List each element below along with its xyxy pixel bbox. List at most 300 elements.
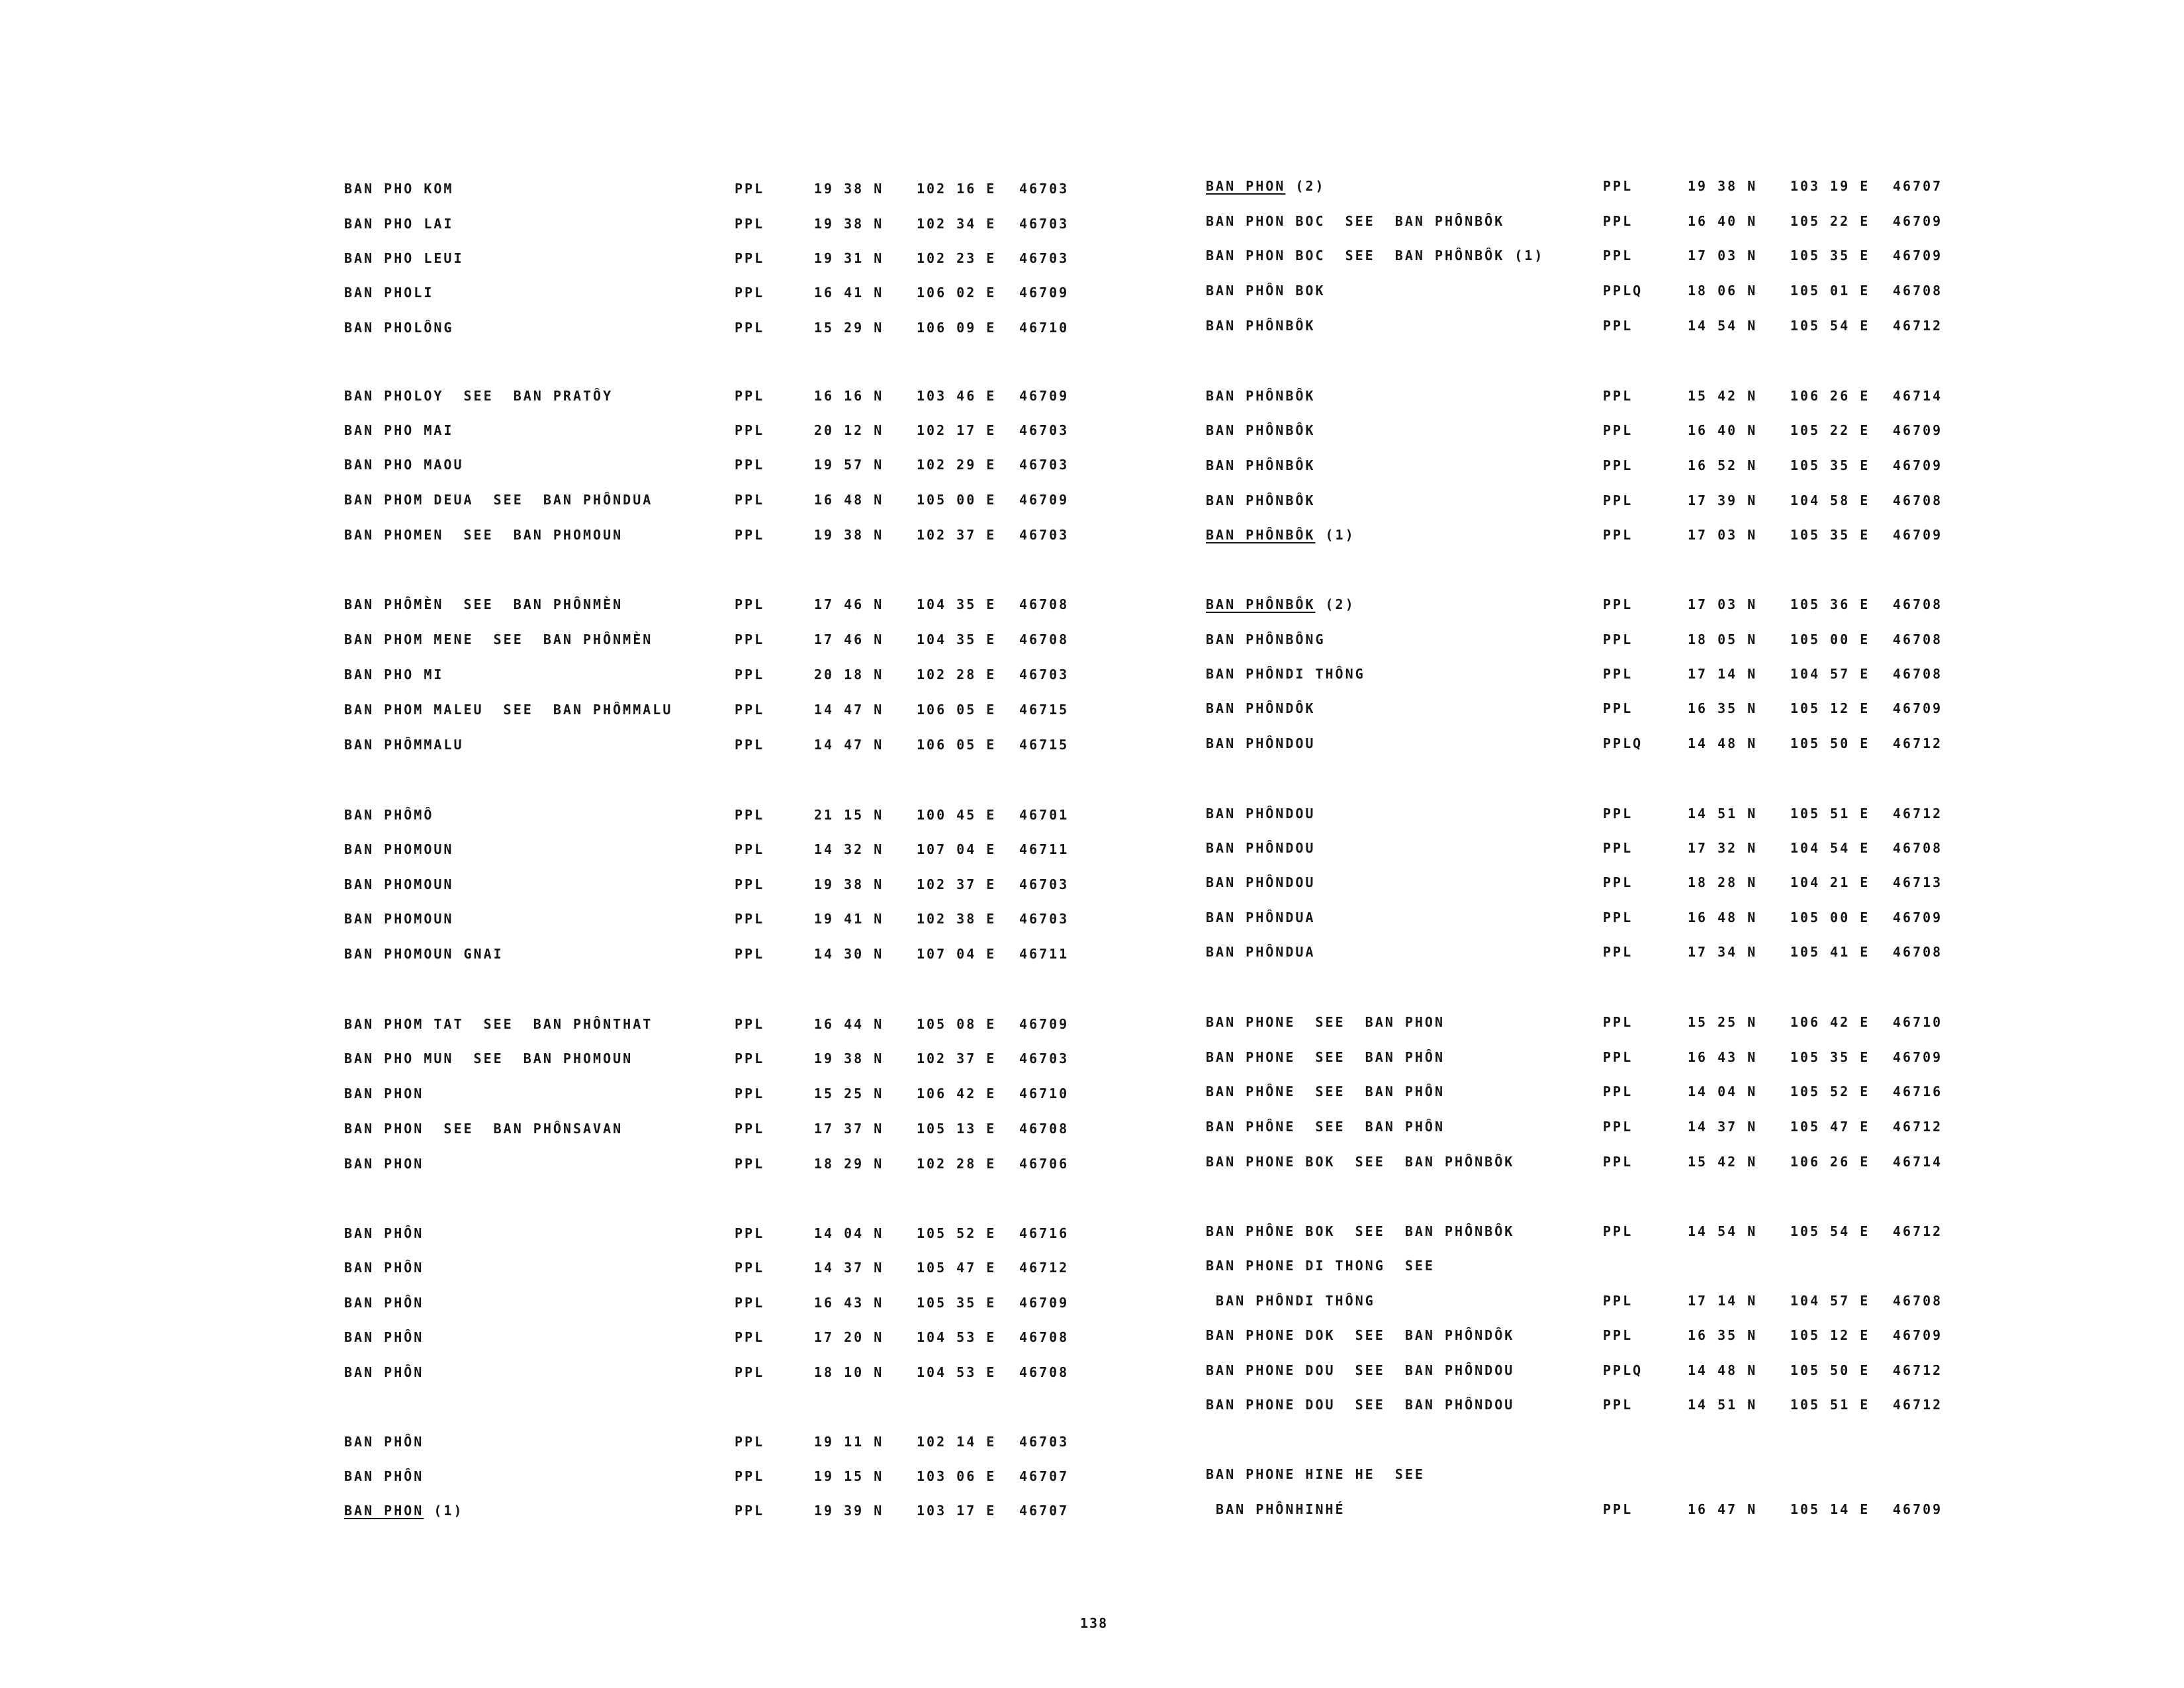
place-name-text: BAN PHONE DI THONG SEE — [1206, 1258, 1435, 1274]
latitude: 14 04 N — [1688, 1084, 1758, 1100]
place-name — [1206, 1117, 1445, 1137]
feature-type: PPL — [735, 285, 765, 301]
place-name-text: BAN PHON — [344, 1086, 424, 1102]
sheet-code: 46703 — [1019, 1051, 1069, 1066]
sheet-code: 46708 — [1019, 632, 1069, 647]
place-name-text: BAN PHOLÔNG — [344, 320, 454, 336]
place-name-text: BAN PHON — [344, 1156, 424, 1172]
gazetteer-entry — [0, 1082, 2184, 1102]
sheet-code: 46712 — [1893, 1119, 1943, 1135]
sheet-code: 46703 — [1019, 876, 1069, 892]
sheet-code: 46712 — [1893, 735, 1943, 751]
sheet-code: 46707 — [1893, 178, 1943, 194]
place-name-text: BAN PHÔNBÔNG — [1206, 632, 1326, 647]
sheet-code: 46703 — [1019, 181, 1069, 197]
place-name-text: BAN PHONE DOU SEE BAN PHÔNDOU — [1206, 1362, 1515, 1378]
place-name-suffix: (1) — [424, 1503, 464, 1519]
longitude: 103 19 E — [1790, 178, 1870, 194]
longitude: 105 35 E — [1790, 457, 1870, 473]
place-name — [1206, 872, 1315, 892]
feature-type: PPL — [735, 911, 765, 927]
place-name-text: BAN PHÔN — [344, 1434, 424, 1450]
gazetteer-entry — [0, 1152, 2184, 1172]
feature-type: PPL — [1603, 910, 1633, 925]
gazetteer-entry — [0, 594, 2184, 614]
latitude: 14 32 N — [814, 841, 884, 857]
longitude: 106 26 E — [1790, 388, 1870, 404]
sheet-code: 46707 — [1019, 1503, 1069, 1519]
place-name-text: BAN PHÔNE BOK SEE BAN PHÔNBÔK — [1206, 1223, 1515, 1239]
place-name — [1206, 1221, 1514, 1241]
feature-type: PPL — [735, 1329, 765, 1345]
feature-type: PPL — [735, 1016, 765, 1032]
place-name-text: BAN PHÔNDÔK — [1206, 700, 1316, 716]
sheet-code: 46713 — [1893, 874, 1943, 890]
gazetteer-entry — [0, 733, 2184, 753]
latitude: 14 37 N — [814, 1260, 884, 1276]
feature-type: PPL — [735, 667, 765, 682]
sheet-code: 46703 — [1019, 457, 1069, 473]
place-name-text: BAN PHÔNDOU — [1206, 806, 1316, 821]
longitude: 105 50 E — [1790, 735, 1870, 751]
latitude: 14 54 N — [1688, 318, 1758, 334]
feature-type: PPL — [1603, 944, 1633, 960]
latitude: 19 41 N — [814, 911, 884, 927]
place-name-text: BAN PHÔMÈN SEE BAN PHÔNMÈN — [344, 596, 623, 612]
place-name-text: BAN PHÔNBÔK — [1206, 527, 1316, 543]
longitude: 105 00 E — [1790, 910, 1870, 925]
sheet-code: 46706 — [1019, 1156, 1069, 1172]
feature-type: PPL — [1603, 248, 1633, 263]
feature-type: PPL — [735, 1260, 765, 1276]
latitude: 14 51 N — [1688, 806, 1758, 821]
place-name — [1206, 942, 1315, 962]
longitude: 105 12 E — [1790, 1327, 1870, 1343]
place-name-text: BAN PHOLOY SEE BAN PRATÔY — [344, 388, 614, 404]
place-name-text: BAN PHO MI — [344, 667, 444, 682]
latitude: 14 47 N — [814, 737, 884, 753]
place-name — [1206, 455, 1315, 475]
place-name-text: BAN PHOMOUN GNAI — [344, 946, 504, 962]
feature-type: PPL — [1603, 1397, 1633, 1413]
place-name — [1206, 1152, 1514, 1172]
place-name-text: BAN PHOMOUN — [344, 876, 454, 892]
feature-type: PPL — [1603, 388, 1633, 404]
place-name-text: BAN PHOM DEUA SEE BAN PHÔNDUA — [344, 492, 653, 508]
place-name-text: BAN PHO MAI — [344, 422, 454, 438]
longitude: 105 13 E — [917, 1121, 997, 1137]
longitude: 106 09 E — [917, 320, 997, 336]
gazetteer-entry — [0, 872, 2184, 892]
feature-type: PPL — [1603, 632, 1633, 647]
gazetteer-entry — [0, 1047, 2184, 1067]
sheet-code: 46709 — [1019, 1016, 1069, 1032]
latitude: 18 05 N — [1688, 632, 1758, 647]
latitude: 20 12 N — [814, 422, 884, 438]
place-name-text: BAN PHÔNDUA — [1206, 944, 1316, 960]
sheet-code: 46708 — [1893, 596, 1943, 612]
sheet-code: 46708 — [1893, 492, 1943, 508]
latitude: 17 03 N — [1688, 527, 1758, 543]
gazetteer-entry — [0, 386, 2184, 406]
latitude: 17 46 N — [814, 596, 884, 612]
feature-type: PPL — [735, 1121, 765, 1137]
longitude: 104 58 E — [1790, 492, 1870, 508]
place-name-text: BAN PHÔNE SEE BAN PHÔN — [1206, 1084, 1445, 1100]
feature-type: PPL — [1603, 1223, 1633, 1239]
longitude: 102 28 E — [917, 667, 997, 682]
feature-type: PPL — [1603, 1293, 1633, 1309]
gazetteer-entry — [0, 1117, 2184, 1137]
sheet-code: 46707 — [1019, 1468, 1069, 1484]
sheet-code: 46709 — [1893, 457, 1943, 473]
latitude: 19 39 N — [814, 1503, 884, 1519]
place-name-text: BAN PHO MAOU — [344, 457, 464, 473]
longitude: 102 16 E — [917, 181, 997, 197]
place-name-text: BAN PHOM MENE SEE BAN PHÔNMÈN — [344, 632, 653, 647]
sheet-code: 46703 — [1019, 911, 1069, 927]
sheet-code: 46708 — [1019, 1364, 1069, 1380]
latitude: 15 25 N — [1688, 1014, 1758, 1030]
latitude: 16 40 N — [1688, 422, 1758, 438]
feature-type: PPL — [1603, 318, 1633, 334]
latitude: 17 37 N — [814, 1121, 884, 1137]
place-name-text: BAN PHÔN — [344, 1260, 424, 1276]
longitude: 105 51 E — [1790, 1397, 1870, 1413]
latitude: 16 35 N — [1688, 1327, 1758, 1343]
sheet-code: 46709 — [1019, 285, 1069, 301]
sheet-code: 46703 — [1019, 216, 1069, 232]
sheet-code: 46712 — [1893, 318, 1943, 334]
feature-type: PPL — [735, 492, 765, 508]
place-name-text: BAN PHÔNE SEE BAN PHÔN — [1206, 1119, 1445, 1135]
sheet-code: 46709 — [1019, 492, 1069, 508]
longitude: 105 50 E — [1790, 1362, 1870, 1378]
feature-type: PPL — [1603, 666, 1633, 682]
sheet-code: 46708 — [1893, 283, 1943, 299]
place-name-text: BAN PHÔN — [344, 1225, 424, 1241]
longitude: 105 35 E — [1790, 527, 1870, 543]
place-name-text: BAN PHÔNDI THÔNG — [1206, 666, 1365, 682]
place-name-text: BAN PHONE HINE HE SEE — [1206, 1466, 1425, 1482]
longitude: 104 57 E — [1790, 666, 1870, 682]
feature-type: PPL — [1603, 874, 1633, 890]
sheet-code: 46712 — [1893, 806, 1943, 821]
longitude: 105 47 E — [917, 1260, 997, 1276]
gazetteer-entry — [0, 1360, 2184, 1380]
sheet-code: 46709 — [1893, 422, 1943, 438]
sheet-code: 46703 — [1019, 527, 1069, 543]
feature-type: PPL — [1603, 1014, 1633, 1030]
latitude: 16 44 N — [814, 1016, 884, 1032]
latitude: 19 38 N — [814, 216, 884, 232]
latitude: 14 54 N — [1688, 1223, 1758, 1239]
latitude: 16 16 N — [814, 388, 884, 404]
sheet-code: 46709 — [1893, 527, 1943, 543]
feature-type: PPLQ — [1603, 1362, 1643, 1378]
feature-type: PPL — [735, 1051, 765, 1066]
latitude: 18 06 N — [1688, 283, 1758, 299]
latitude: 14 51 N — [1688, 1397, 1758, 1413]
latitude: 19 38 N — [814, 876, 884, 892]
sheet-code: 46709 — [1893, 1501, 1943, 1517]
feature-type: PPL — [735, 422, 765, 438]
sheet-code: 46709 — [1893, 700, 1943, 716]
latitude: 17 03 N — [1688, 596, 1758, 612]
place-name-text: BAN PHO MUN SEE BAN PHOMOUN — [344, 1051, 633, 1066]
place-name-text: BAN PHO LAI — [344, 216, 454, 232]
place-name — [1206, 1256, 1435, 1276]
place-name-text: BAN PHÔMMALU — [344, 737, 464, 753]
feature-type: PPL — [735, 1295, 765, 1311]
sheet-code: 46711 — [1019, 841, 1069, 857]
place-name-text: BAN PHÔNBÔK — [1206, 457, 1316, 473]
longitude: 106 42 E — [917, 1086, 997, 1102]
longitude: 104 35 E — [917, 632, 997, 647]
longitude: 106 05 E — [917, 702, 997, 718]
latitude: 19 57 N — [814, 457, 884, 473]
latitude: 18 29 N — [814, 1156, 884, 1172]
gazetteer-entry — [0, 1499, 2184, 1519]
feature-type: PPL — [1603, 1154, 1633, 1170]
latitude: 19 38 N — [1688, 178, 1758, 194]
sheet-code: 46708 — [1019, 1121, 1069, 1137]
gazetteer-entry — [0, 1012, 2184, 1032]
longitude: 102 23 E — [917, 250, 997, 266]
place-name — [1206, 594, 1355, 614]
sheet-code: 46708 — [1893, 666, 1943, 682]
gazetteer-entry — [0, 246, 2184, 265]
feature-type: PPL — [1603, 178, 1633, 194]
gazetteer-entry — [0, 281, 2184, 301]
place-name-text: BAN PHON BOC SEE BAN PHÔNBÔK — [1206, 213, 1505, 229]
sheet-code: 46709 — [1019, 1295, 1069, 1311]
gazetteer-entry — [0, 420, 2184, 440]
place-name — [1206, 1499, 1345, 1519]
longitude: 105 00 E — [1790, 632, 1870, 647]
sheet-code: 46712 — [1893, 1223, 1943, 1239]
longitude: 103 06 E — [917, 1468, 997, 1484]
gazetteer-entry — [0, 525, 2184, 545]
longitude: 104 53 E — [917, 1364, 997, 1380]
longitude: 102 37 E — [917, 1051, 997, 1066]
longitude: 105 54 E — [1790, 1223, 1870, 1239]
place-name-text: BAN PHÔN — [344, 1468, 424, 1484]
latitude: 15 42 N — [1688, 1154, 1758, 1170]
sheet-code: 46716 — [1019, 1225, 1069, 1241]
latitude: 14 37 N — [1688, 1119, 1758, 1135]
place-name-text: BAN PHON BOC SEE BAN PHÔNBÔK (1) — [1206, 248, 1545, 263]
feature-type: PPL — [735, 632, 765, 647]
gazetteer-entry — [0, 838, 2184, 858]
sheet-code: 46703 — [1019, 250, 1069, 266]
longitude: 105 22 E — [1790, 213, 1870, 229]
place-name — [1206, 316, 1315, 336]
feature-type: PPL — [1603, 596, 1633, 612]
longitude: 106 02 E — [917, 285, 997, 301]
gazetteer-entry — [0, 698, 2184, 718]
latitude: 16 52 N — [1688, 457, 1758, 473]
longitude: 104 54 E — [1790, 840, 1870, 856]
latitude: 18 10 N — [814, 1364, 884, 1380]
place-name — [1206, 176, 1326, 196]
sheet-code: 46710 — [1893, 1014, 1943, 1030]
feature-type: PPL — [735, 1503, 765, 1519]
place-name — [1206, 664, 1365, 684]
sheet-code: 46709 — [1893, 910, 1943, 925]
place-name-text: BAN PHÔNBÔK — [1206, 596, 1316, 612]
place-name-text: BAN PHÔNDOU — [1206, 874, 1316, 890]
place-name-text: BAN PHÔNBÔK — [1206, 422, 1316, 438]
place-name-text: BAN PHÔNBÔK — [1206, 492, 1316, 508]
feature-type: PPL — [735, 216, 765, 232]
feature-type: PPL — [735, 737, 765, 753]
feature-type: PPL — [1603, 1327, 1633, 1343]
place-name — [1206, 420, 1315, 440]
latitude: 17 39 N — [1688, 492, 1758, 508]
sheet-code: 46709 — [1019, 388, 1069, 404]
longitude: 105 35 E — [1790, 1049, 1870, 1065]
longitude: 102 38 E — [917, 911, 997, 927]
feature-type: PPL — [1603, 1501, 1633, 1517]
longitude: 100 45 E — [917, 807, 997, 823]
latitude: 16 43 N — [814, 1295, 884, 1311]
feature-type: PPL — [735, 841, 765, 857]
feature-type: PPL — [1603, 1119, 1633, 1135]
longitude: 105 41 E — [1790, 944, 1870, 960]
feature-type: PPL — [1603, 492, 1633, 508]
place-name — [1206, 1012, 1445, 1032]
feature-type: PPL — [735, 1086, 765, 1102]
feature-type: PPLQ — [1603, 283, 1643, 299]
longitude: 105 54 E — [1790, 318, 1870, 334]
gazetteer-entry — [0, 316, 2184, 336]
place-name — [1206, 1395, 1514, 1415]
feature-type: PPL — [735, 320, 765, 336]
longitude: 102 29 E — [917, 457, 997, 473]
longitude: 105 12 E — [1790, 700, 1870, 716]
feature-type: PPL — [735, 1434, 765, 1450]
sheet-code: 46708 — [1019, 596, 1069, 612]
latitude: 14 30 N — [814, 946, 884, 962]
latitude: 14 47 N — [814, 702, 884, 718]
place-name-text: BAN PHOM TAT SEE BAN PHÔNTHAT — [344, 1016, 653, 1032]
feature-type: PPL — [735, 1364, 765, 1380]
feature-type: PPL — [1603, 1084, 1633, 1100]
longitude: 104 21 E — [1790, 874, 1870, 890]
feature-type: PPL — [735, 596, 765, 612]
sheet-code: 46708 — [1019, 1329, 1069, 1345]
place-name-text: BAN PHON — [1206, 178, 1286, 194]
latitude: 16 41 N — [814, 285, 884, 301]
place-name-text: BAN PHÔMÔ — [344, 807, 434, 823]
sheet-code: 46703 — [1019, 1434, 1069, 1450]
place-name-text: BAN PHONE DOU SEE BAN PHÔNDOU — [1206, 1397, 1515, 1413]
feature-type: PPL — [735, 876, 765, 892]
feature-type: PPL — [735, 181, 765, 197]
latitude: 16 43 N — [1688, 1049, 1758, 1065]
place-name — [1206, 1047, 1445, 1067]
longitude: 105 36 E — [1790, 596, 1870, 612]
sheet-code: 46716 — [1893, 1084, 1943, 1100]
longitude: 105 52 E — [917, 1225, 997, 1241]
sheet-code: 46709 — [1893, 248, 1943, 263]
place-name — [1206, 491, 1315, 510]
feature-type: PPL — [1603, 213, 1633, 229]
feature-type: PPL — [1603, 700, 1633, 716]
longitude: 105 52 E — [1790, 1084, 1870, 1100]
latitude: 16 48 N — [1688, 910, 1758, 925]
latitude: 17 32 N — [1688, 840, 1758, 856]
place-name-suffix: (1) — [1315, 527, 1355, 543]
place-name-text: BAN PHÔNDI THÔNG — [1206, 1293, 1375, 1309]
longitude: 104 53 E — [917, 1329, 997, 1345]
latitude: 16 47 N — [1688, 1501, 1758, 1517]
sheet-code: 46714 — [1893, 1154, 1943, 1170]
feature-type: PPL — [735, 457, 765, 473]
gazetteer-entry — [0, 804, 2184, 823]
place-name-text: BAN PHO KOM — [344, 181, 454, 197]
latitude: 20 18 N — [814, 667, 884, 682]
gazetteer-entry — [0, 664, 2184, 684]
sheet-code: 46708 — [1893, 632, 1943, 647]
feature-type: PPL — [1603, 457, 1633, 473]
sheet-code: 46710 — [1019, 320, 1069, 336]
place-name — [1206, 246, 1544, 265]
sheet-code: 46715 — [1019, 737, 1069, 753]
place-name-suffix: (2) — [1285, 178, 1326, 194]
feature-type: PPL — [735, 527, 765, 543]
gazetteer-entry — [0, 211, 2184, 231]
place-name-text: BAN PHÔNDOU — [1206, 735, 1316, 751]
place-name-text: BAN PHÔNDUA — [1206, 910, 1316, 925]
longitude: 102 37 E — [917, 527, 997, 543]
place-name-text: BAN PHOMEN SEE BAN PHOMOUN — [344, 527, 623, 543]
latitude: 19 11 N — [814, 1434, 884, 1450]
feature-type: PPL — [735, 1468, 765, 1484]
gazetteer-entry — [0, 1291, 2184, 1311]
place-name-text: BAN PHÔNBÔK — [1206, 388, 1316, 404]
place-name — [1206, 211, 1504, 231]
latitude: 19 38 N — [814, 527, 884, 543]
gazetteer-entry — [0, 491, 2184, 510]
sheet-code: 46709 — [1893, 1327, 1943, 1343]
longitude: 105 47 E — [1790, 1119, 1870, 1135]
place-name — [1206, 525, 1355, 545]
gazetteer-entry — [0, 1256, 2184, 1276]
sheet-code: 46703 — [1019, 667, 1069, 682]
latitude: 17 20 N — [814, 1329, 884, 1345]
place-name-text: BAN PHOLI — [344, 285, 434, 301]
place-name-text: BAN PHÔNDOU — [1206, 840, 1316, 856]
place-name-text: BAN PHON SEE BAN PHÔNSAVAN — [344, 1121, 623, 1137]
place-name-text: BAN PHOMOUN — [344, 841, 454, 857]
place-name — [1206, 804, 1315, 823]
place-name-text: BAN PHÔN BOK — [1206, 283, 1326, 299]
feature-type: PPL — [735, 1225, 765, 1241]
longitude: 106 26 E — [1790, 1154, 1870, 1170]
longitude: 102 14 E — [917, 1434, 997, 1450]
latitude: 16 40 N — [1688, 213, 1758, 229]
sheet-code: 46711 — [1019, 946, 1069, 962]
longitude: 102 37 E — [917, 876, 997, 892]
latitude: 19 15 N — [814, 1468, 884, 1484]
sheet-code: 46712 — [1893, 1362, 1943, 1378]
sheet-code: 46712 — [1019, 1260, 1069, 1276]
longitude: 103 46 E — [917, 388, 997, 404]
feature-type: PPL — [1603, 806, 1633, 821]
sheet-code: 46715 — [1019, 702, 1069, 718]
